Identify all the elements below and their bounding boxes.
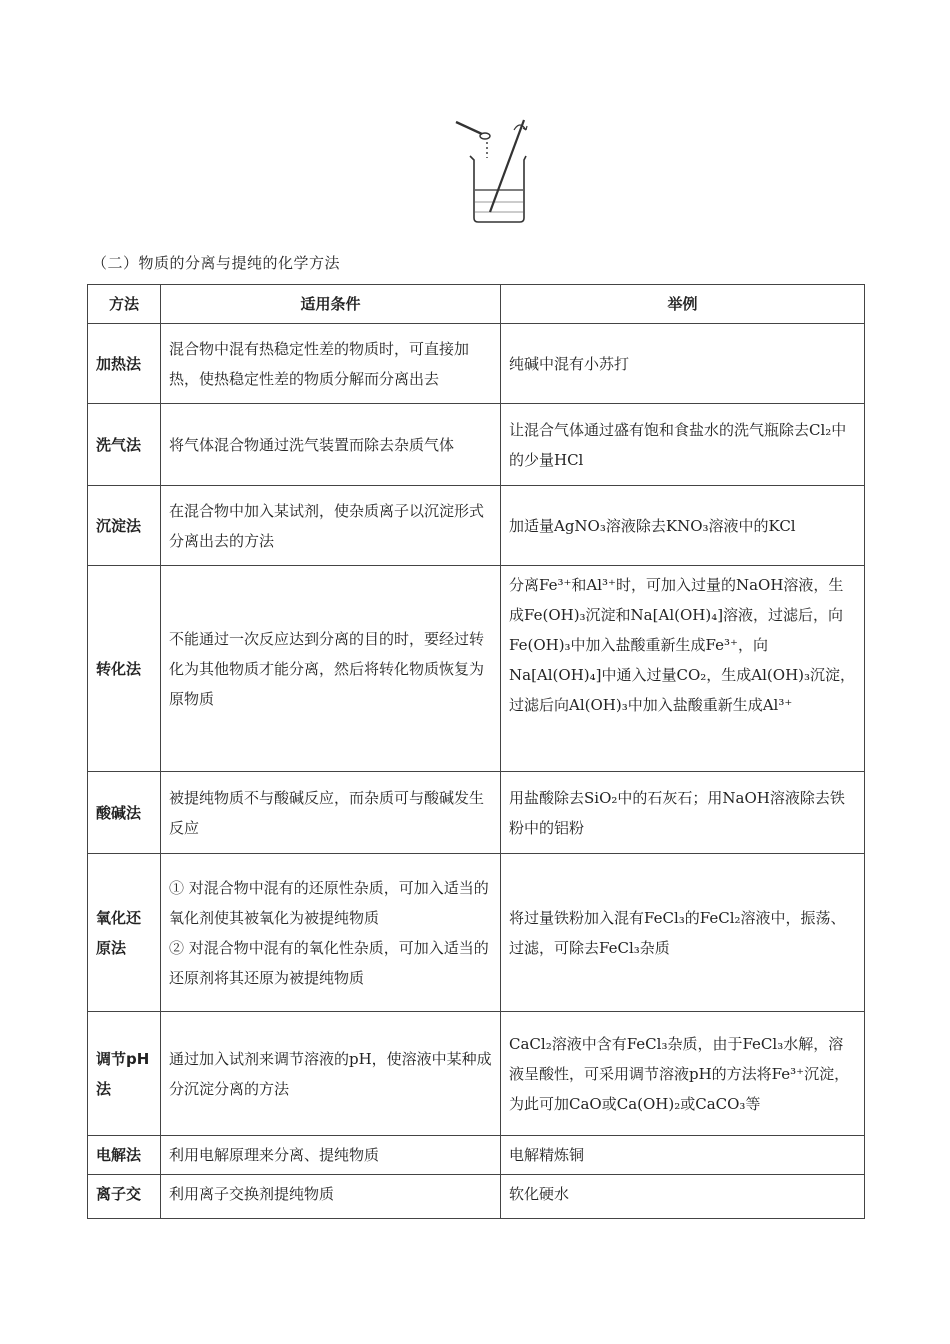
- table-header-row: [88, 285, 865, 324]
- example-cell: 将过量铁粉加入混有FeCl₃的FeCl₂溶液中，振荡、过滤，可除去FeCl₃杂质: [501, 854, 865, 1012]
- header-condition: 适用条件: [161, 285, 501, 324]
- table-row: [88, 772, 865, 854]
- table-row: [88, 566, 865, 772]
- table-row: [88, 1012, 865, 1136]
- example-cell: 让混合气体通过盛有饱和食盐水的洗气瓶除去Cl₂中的少量HCl: [501, 404, 865, 486]
- method-cell: 氧化还原法: [88, 854, 161, 1012]
- example-cell: 用盐酸除去SiO₂中的石灰石；用NaOH溶液除去铁粉中的铝粉: [501, 772, 865, 854]
- method-cell: 洗气法: [88, 404, 161, 486]
- method-cell: 调节pH法: [88, 1012, 161, 1136]
- method-cell: 电解法: [88, 1136, 161, 1175]
- separation-methods-table: [87, 284, 865, 1219]
- condition-cell: ① 对混合物中混有的还原性杂质，可加入适当的氧化剂使其被氧化为被提纯物质 ② 对混合物中混有的氧化性杂质，可加入适当的还原剂将其还原为被提纯物质: [161, 854, 501, 1012]
- header-method: 方法: [88, 285, 161, 324]
- header-example: 举例: [501, 285, 865, 324]
- method-cell: 离子交: [88, 1175, 161, 1219]
- example-cell: CaCl₂溶液中含有FeCl₃杂质，由于FeCl₃水解，溶液呈酸性，可采用调节溶液pH的方法将Fe³⁺沉淀，为此可加CaO或Ca(OH)₂或CaCO₃等: [501, 1012, 865, 1136]
- method-cell: 酸碱法: [88, 772, 161, 854]
- method-cell: 转化法: [88, 566, 161, 772]
- table-row: [88, 1136, 865, 1175]
- condition-cell: 利用离子交换剂提纯物质: [161, 1175, 501, 1219]
- table-row: [88, 404, 865, 486]
- table-row: [88, 324, 865, 404]
- table-row: [88, 1175, 865, 1219]
- method-cell: 加热法: [88, 324, 161, 404]
- condition-cell: 混合物中混有热稳定性差的物质时，可直接加热，使热稳定性差的物质分解而分离出去: [161, 324, 501, 404]
- condition-cell: 在混合物中加入某试剂，使杂质离子以沉淀形式分离出去的方法: [161, 486, 501, 566]
- example-cell: 分离Fe³⁺和Al³⁺时，可加入过量的NaOH溶液，生成Fe(OH)₃沉淀和Na[Al(OH)₄]溶液，过滤后，向Fe(OH)₃中加入盐酸重新生成Fe³⁺，向Na[Al(OH)₄]中通入过量CO₂，生成Al(OH)₃沉淀，过滤后向Al(OH)₃中加入盐酸重新生成Al³⁺: [501, 566, 865, 772]
- example-cell: 纯碱中混有小苏打: [501, 324, 865, 404]
- section-title: （二）物质的分离与提纯的化学方法: [92, 254, 341, 272]
- table-row: [88, 854, 865, 1012]
- table-row: [88, 486, 865, 566]
- condition-cell: 将气体混合物通过洗气装置而除去杂质气体: [161, 404, 501, 486]
- condition-cell: 利用电解原理来分离、提纯物质: [161, 1136, 501, 1175]
- example-cell: 电解精炼铜: [501, 1136, 865, 1175]
- beaker-stirring-illustration: [440, 110, 540, 228]
- condition-cell: 被提纯物质不与酸碱反应，而杂质可与酸碱发生反应: [161, 772, 501, 854]
- example-cell: 软化硬水: [501, 1175, 865, 1219]
- method-cell: 沉淀法: [88, 486, 161, 566]
- condition-cell: 通过加入试剂来调节溶液的pH，使溶液中某种成分沉淀分离的方法: [161, 1012, 501, 1136]
- example-cell: 加适量AgNO₃溶液除去KNO₃溶液中的KCl: [501, 486, 865, 566]
- condition-cell: 不能通过一次反应达到分离的目的时，要经过转化为其他物质才能分离，然后将转化物质恢复为原物质: [161, 566, 501, 772]
